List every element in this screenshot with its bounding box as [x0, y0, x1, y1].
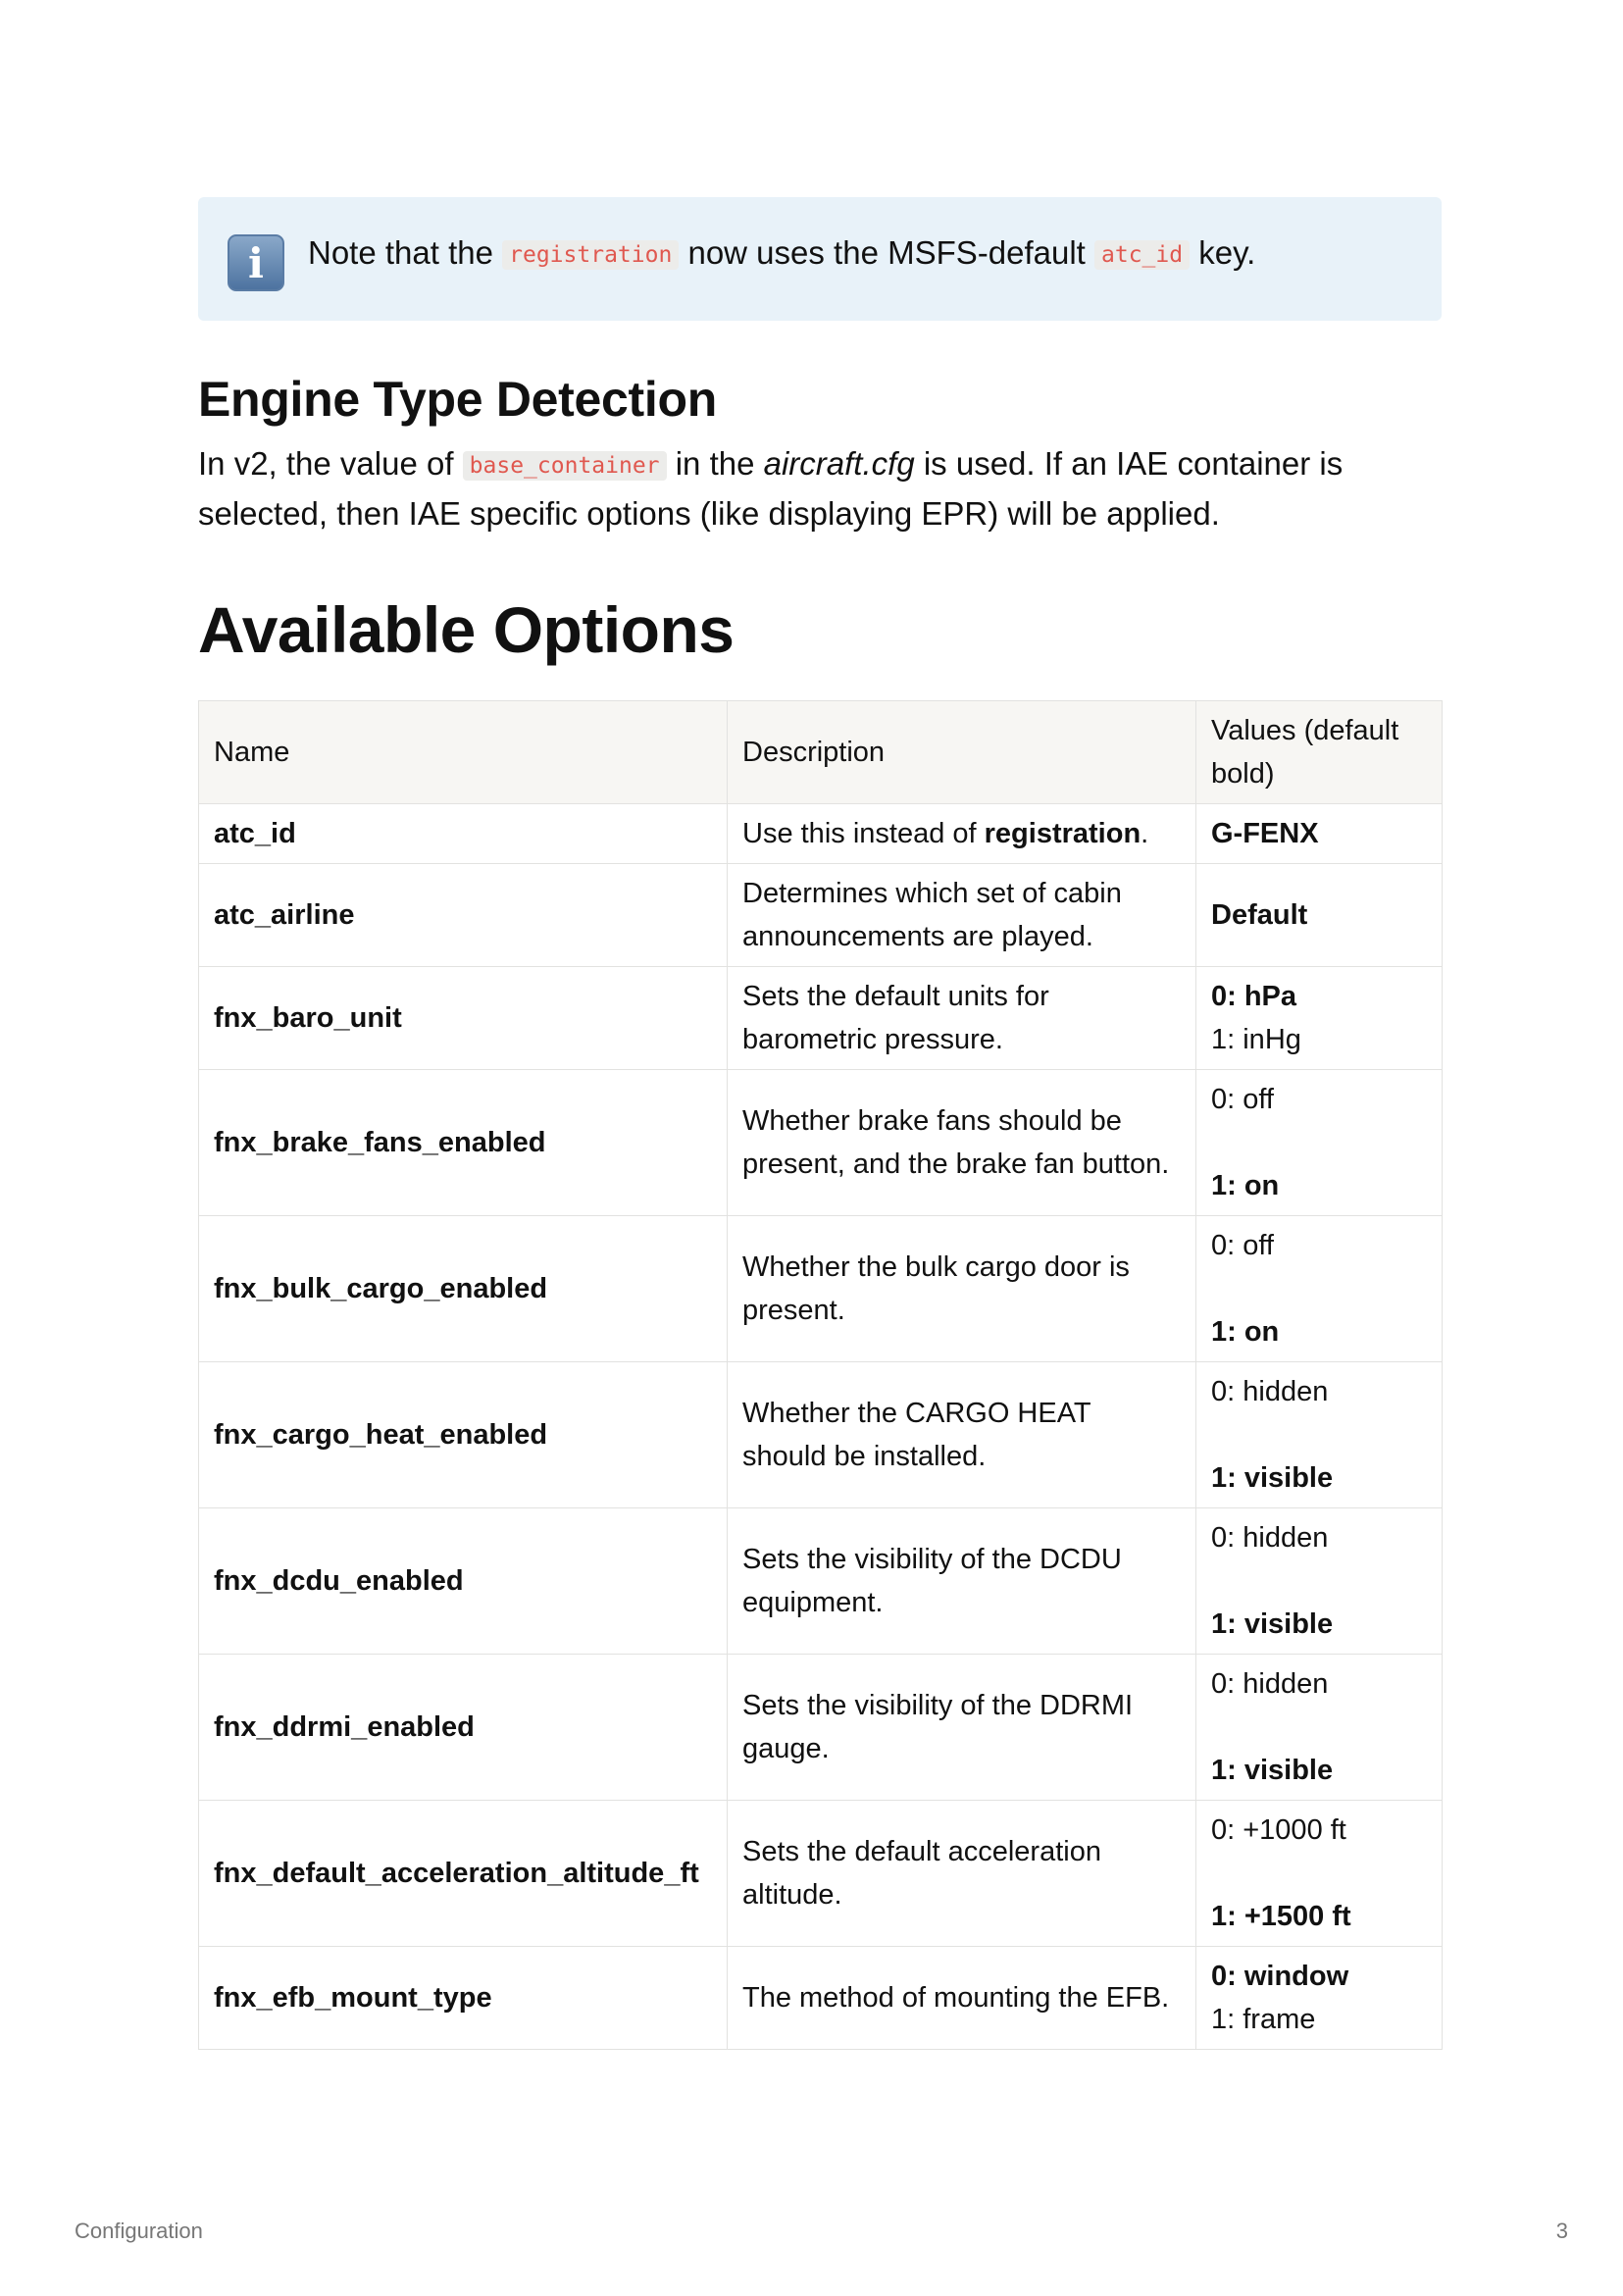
option-name: fnx_bulk_cargo_enabled — [199, 1216, 728, 1362]
code-base-container: base_container — [463, 451, 667, 481]
table-row — [199, 1655, 1443, 1801]
footer-section-title: Configuration — [75, 2219, 203, 2243]
code-registration: registration — [502, 240, 679, 270]
option-name: fnx_default_acceleration_altitude_ft — [199, 1801, 728, 1947]
option-values: 0: off 1: on — [1196, 1216, 1443, 1362]
available-options-heading: Available Options — [198, 593, 735, 667]
code-atc-id: atc_id — [1094, 240, 1190, 270]
option-name: fnx_brake_fans_enabled — [199, 1070, 728, 1216]
table-row — [199, 1801, 1443, 1947]
option-description: Sets the default acceleration altitude. — [728, 1801, 1196, 1947]
header-name: Name — [199, 701, 728, 804]
table-row — [199, 1508, 1443, 1655]
note-text: Note that the registration now uses the MSFS-default atc_id key. — [308, 233, 1256, 271]
option-values: Default — [1196, 864, 1443, 967]
option-name: atc_id — [199, 804, 728, 864]
engine-type-heading: Engine Type Detection — [198, 372, 717, 427]
table-row — [199, 1070, 1443, 1216]
option-values: G-FENX — [1196, 804, 1443, 864]
option-values: 0: window 1: frame — [1196, 1947, 1443, 2050]
footer-page-number: 3 — [1555, 2219, 1568, 2243]
option-name: fnx_efb_mount_type — [199, 1947, 728, 2050]
table-row — [199, 804, 1443, 864]
table-row — [199, 864, 1443, 967]
engine-type-paragraph: In v2, the value of base_container in the aircraft.cfg is used. If an IAE container is selected, then IAE specific options (like displaying EPR) will be applied. — [198, 445, 1344, 533]
option-values: 0: hidden 1: visible — [1196, 1655, 1443, 1801]
option-name: fnx_dcdu_enabled — [199, 1508, 728, 1655]
option-values: 0: +1000 ft 1: +1500 ft — [1196, 1801, 1443, 1947]
table-row — [199, 1216, 1443, 1362]
page-content — [198, 197, 1442, 2050]
option-values: 0: hPa 1: inHg — [1196, 967, 1443, 1070]
option-name: atc_airline — [199, 864, 728, 967]
option-description: Whether the CARGO HEAT should be installed. — [728, 1362, 1196, 1508]
option-values: 0: hidden 1: visible — [1196, 1362, 1443, 1508]
aircraft-cfg-italic: aircraft.cfg — [763, 445, 915, 482]
option-description: Determines which set of cabin announcements are played. — [728, 864, 1196, 967]
option-description: The method of mounting the EFB. — [728, 1947, 1196, 2050]
table-row — [199, 1362, 1443, 1508]
option-description: Use this instead of registration. — [728, 804, 1196, 864]
header-values: Values (default bold) — [1196, 701, 1443, 804]
table-row — [199, 1947, 1443, 2050]
note-callout — [198, 197, 1442, 321]
header-description: Description — [728, 701, 1196, 804]
option-description: Sets the default units for barometric pressure. — [728, 967, 1196, 1070]
table-header-row — [199, 701, 1443, 804]
option-values: 0: hidden 1: visible — [1196, 1508, 1443, 1655]
option-name: fnx_cargo_heat_enabled — [199, 1362, 728, 1508]
option-description: Sets the visibility of the DCDU equipment. — [728, 1508, 1196, 1655]
option-values: 0: off 1: on — [1196, 1070, 1443, 1216]
option-description: Sets the visibility of the DDRMI gauge. — [728, 1655, 1196, 1801]
option-description: Whether brake fans should be present, and the brake fan button. — [728, 1070, 1196, 1216]
option-name: fnx_baro_unit — [199, 967, 728, 1070]
option-name: fnx_ddrmi_enabled — [199, 1655, 728, 1801]
info-icon: i — [228, 234, 284, 291]
options-table — [198, 700, 1443, 2050]
table-row — [199, 967, 1443, 1070]
option-description: Whether the bulk cargo door is present. — [728, 1216, 1196, 1362]
